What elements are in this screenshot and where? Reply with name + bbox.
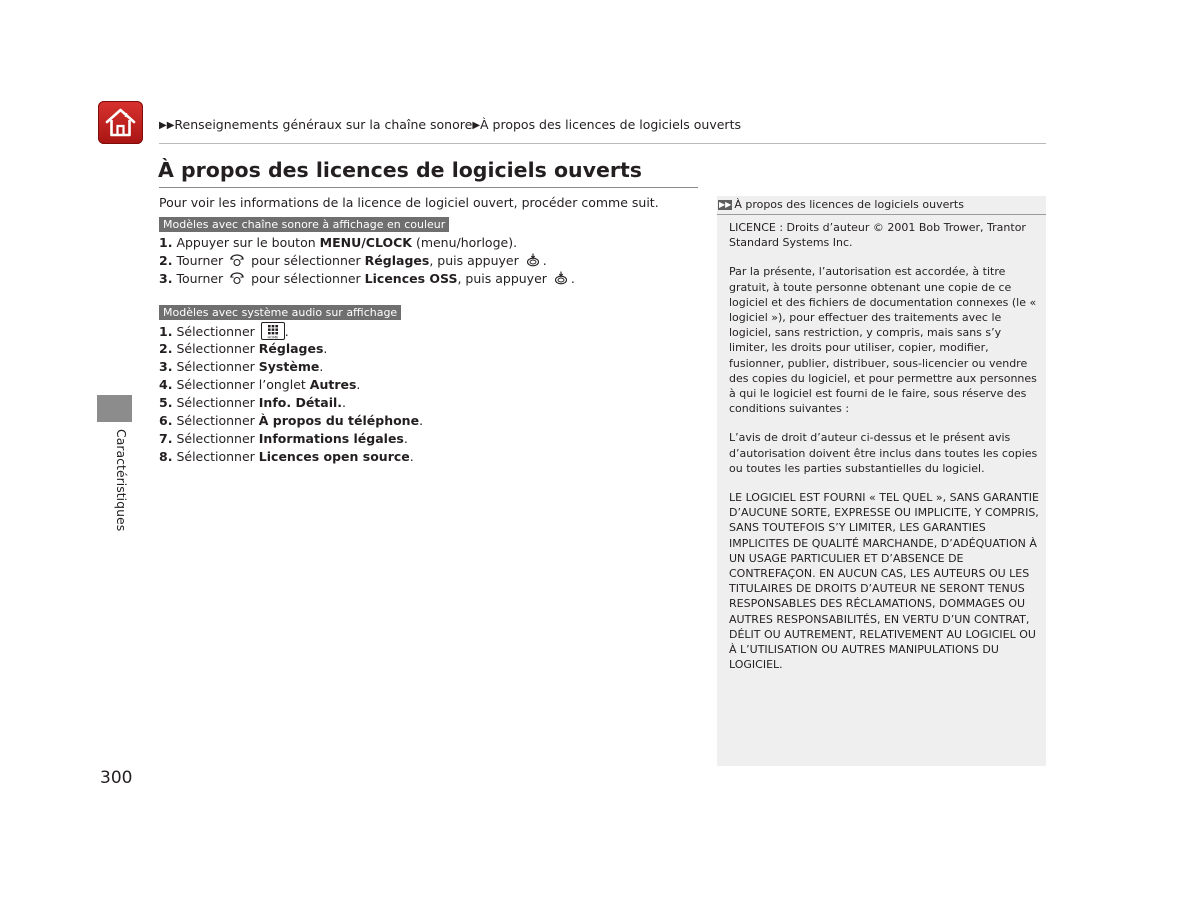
reference-arrow-icon: ▶▶ xyxy=(719,200,732,209)
breadcrumb-arrow-icon: ▶ xyxy=(472,120,481,131)
title-divider xyxy=(159,187,698,188)
intro-text: Pour voir les informations de la licence de logiciel ouvert, procéder comme suit. xyxy=(159,195,659,210)
list-item: 3. Tourner pour sélectionner Licences OSS, puis appuyer . xyxy=(159,271,575,286)
list-item: 8. Sélectionner Licences open source. xyxy=(159,449,414,464)
house-icon xyxy=(104,106,137,139)
list-item: 3. Sélectionner Système. xyxy=(159,359,324,374)
rotate-knob-icon xyxy=(229,253,245,267)
list-item: 2. Tourner pour sélectionner Réglages, puis appuyer . xyxy=(159,253,547,268)
rotate-knob-icon xyxy=(229,271,245,285)
list-item: 4. Sélectionner l’onglet Autres. xyxy=(159,377,361,392)
page-title: À propos des licences de logiciels ouverts xyxy=(158,158,643,182)
sidebar-heading-text: À propos des licences de logiciels ouverts xyxy=(734,198,964,211)
model-tag-color-display: Modèles avec chaîne sonore à affichage en couleur xyxy=(159,217,449,232)
home-key-label: HOME xyxy=(267,335,279,339)
chapter-side-label: Caractéristiques xyxy=(114,429,129,532)
steps-list-color-display xyxy=(159,234,575,288)
press-knob-icon xyxy=(525,253,541,267)
license-paragraph: LICENCE : Droits d’auteur © 2001 Bob Trower, Trantor Standard Systems Inc. xyxy=(729,221,1026,250)
sidebar-body xyxy=(729,220,1039,686)
press-knob-icon xyxy=(553,271,569,285)
info-sidebar xyxy=(717,196,1046,766)
steps-list-display-audio xyxy=(159,322,423,466)
home-button[interactable] xyxy=(98,101,143,144)
list-item: 5. Sélectionner Info. Détail.. xyxy=(159,395,347,410)
sidebar-heading xyxy=(717,196,1046,215)
breadcrumb-arrow-icon: ▶▶ xyxy=(159,120,175,131)
home-key-icon xyxy=(261,322,285,340)
license-paragraph: LE LOGICIEL EST FOURNI « TEL QUEL », SANS GARANTIE D’AUCUNE SORTE, EXPRESSE OU IMPLICITE, Y COMPRIS, SANS TOUTEFOIS S’Y LIMITER, LES GARANTIES IMPLICITES DE QUALITÉ MARCHANDE, D’ADÉQUATION À UN USAGE PARTICULIER ET D’ABSENCE DE CONTREFAÇON. EN AUCUN CAS, LES AUTEURS OU LES TITULAIRES DE DROITS D’AUTEUR NE SERONT TENUS RESPONSABLES DES RÉCLAMATIONS, DOMMAGES OU AUTRES RESPONSABILITÉS, EN VERTU D’UN CONTRAT, DÉLIT OU AUTREMENT, RELATIVEMENT AU LOGICIEL OU À L’UTILISATION OU AUTRES MANIPULATIONS DU LOGICIEL. xyxy=(729,491,1039,672)
model-tag-display-audio: Modèles avec système audio sur affichage xyxy=(159,305,401,320)
list-item: 6. Sélectionner À propos du téléphone. xyxy=(159,413,424,428)
list-item: 1. Sélectionner HOME . xyxy=(159,324,289,339)
list-item: 7. Sélectionner Informations légales. xyxy=(159,431,408,446)
header-divider xyxy=(159,143,1046,144)
breadcrumb xyxy=(159,117,741,132)
license-paragraph: L’avis de droit d’auteur ci-dessus et le présent avis d’autorisation doivent être inclus dans toutes les copies ou toutes les parties substantielles du logiciel. xyxy=(729,431,1038,475)
breadcrumb-link-audio[interactable]: Renseignements généraux sur la chaîne sonore xyxy=(174,117,473,132)
page-number: 300 xyxy=(100,768,133,788)
list-item: 2. Sélectionner Réglages. xyxy=(159,341,328,356)
license-paragraph: Par la présente, l’autorisation est accordée, à titre gratuit, à toute personne obtenant une copie de ce logiciel et des fichiers de documentation connexes (le « logiciel »), pour effectuer des traitements avec le logiciel, sans restriction, y compris, mais sans s’y limiter, les droits pour utiliser, copier, modifier, fusionner, publier, distribuer, sous-licencier ou vendre des copies du logiciel, et pour permettre aux personnes à qui le logiciel est fourni de le faire, sous réserve des conditions suivantes : xyxy=(729,265,1037,416)
breadcrumb-current: À propos des licences de logiciels ouverts xyxy=(480,117,741,132)
list-item: 1. Appuyer sur le bouton MENU/CLOCK (menu/horloge). xyxy=(159,235,518,250)
chapter-tab-marker[interactable] xyxy=(97,395,132,422)
